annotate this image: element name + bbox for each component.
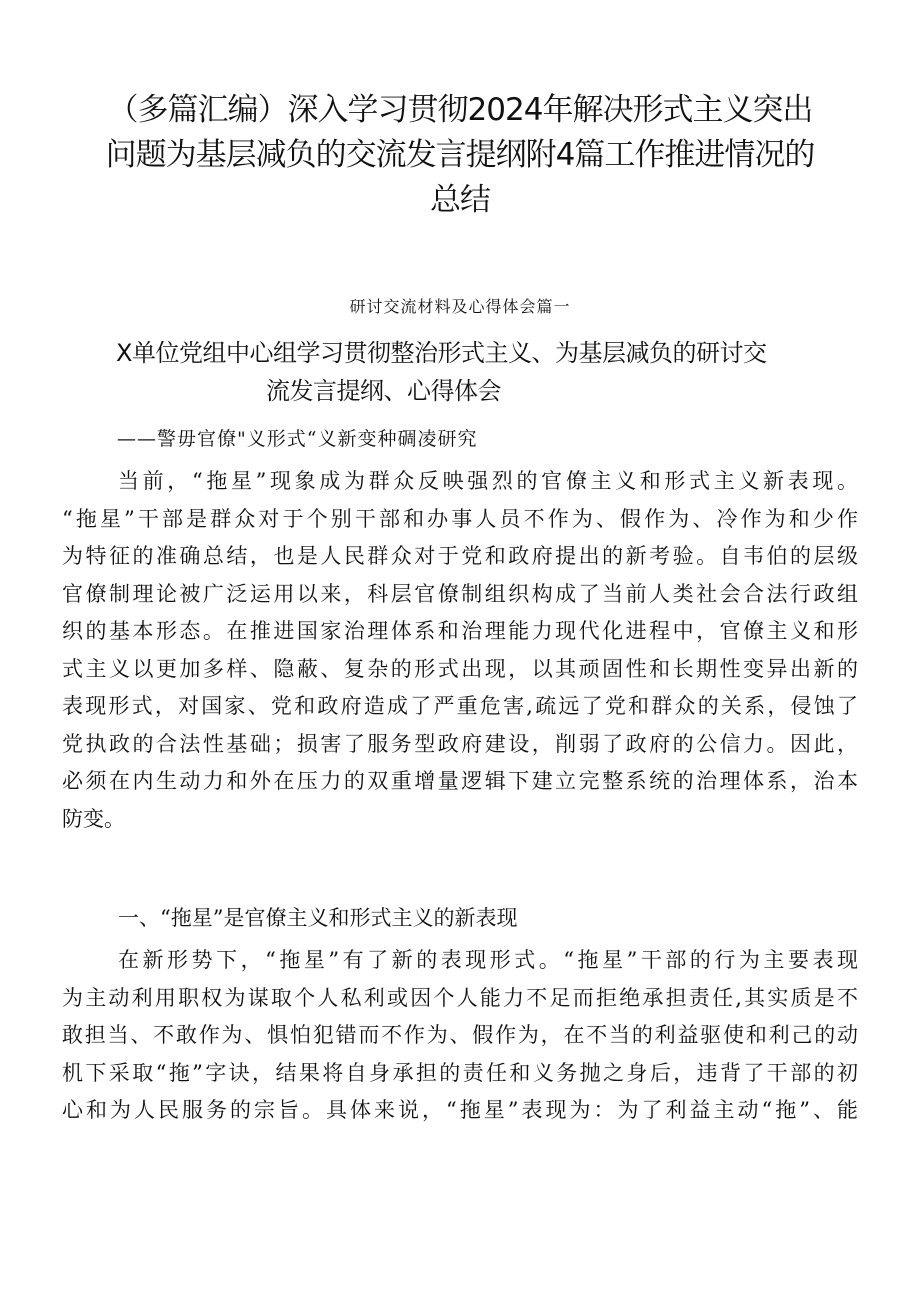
paragraph-1 — [62, 463, 858, 838]
paragraph-line: 防变。 — [62, 806, 125, 831]
title-line-1: （多篇汇编）深入学习贯彻2024年解决形式主义突出 — [107, 92, 813, 128]
paragraph-line: 当前，“拖星”现象成为群众反映强烈的官僚主义和形式主义新表现。 — [118, 469, 858, 493]
paragraph-line: 表现形式，对国家、党和政府造成了严重危害,疏远了党和群众的关系，侵蚀了 — [62, 694, 858, 718]
byline: ——警毋官僚"义形式“义新变种碉凌研究 — [117, 428, 478, 450]
paragraph-line: “拖星”干部是群众对于个别干部和办事人员不作为、假作为、冷作为和少作 — [62, 506, 858, 531]
paragraph-line: 为主动利用职权为谋取个人私利或因个人能力不足而拒绝承担责任,其实质是不 — [62, 985, 858, 1010]
section-heading-1: 一、“拖星”是官僚主义和形式主义的新表现 — [118, 906, 518, 930]
paragraph-line: 官僚制理论被广泛运用以来，科层官僚制组织构成了当前人类社会合法行政组 — [62, 581, 858, 606]
article-subtitle — [100, 334, 860, 410]
paragraph-line: 必须在内生动力和外在压力的双重增量逻辑下建立完整系统的治理体系，治本 — [62, 769, 858, 793]
subtitle-line-1: X单位党组中心组学习贯彻整治形式主义、为基层减负的研讨交 — [116, 339, 767, 367]
paragraph-line: 机下采取“拖”字诀，结果将自身承担的责任和义务抛之身后，违背了干部的初 — [62, 1060, 858, 1085]
paragraph-line: 党执政的合法性基础；损害了服务型政府建设，削弱了政府的公信力。因此， — [62, 731, 858, 756]
title-line-3: 总结 — [430, 182, 490, 218]
paragraph-line: 为特征的准确总结，也是人民群众对于党和政府提出的新考验。自韦伯的层级 — [62, 544, 858, 568]
paragraph-line: 敢担当、不敢作为、惧怕犯错而不作为、假作为，在不当的利益驱使和利己的动 — [62, 1023, 858, 1047]
paragraph-line: 在新形势下，“拖星”有了新的表现形式。“拖星”干部的行为主要表现 — [118, 948, 858, 972]
paragraph-line: 心和为人民服务的宗旨。具体来说，“拖星”表现为：为了利益主动“拖”、能 — [62, 1098, 858, 1122]
section-label: 研讨交流材料及心得体会篇一 — [349, 297, 571, 316]
subtitle-line-2: 流发言提纲、心得体会 — [266, 377, 501, 405]
paragraph-line: 织的基本形态。在推进国家治理体系和治理能力现代化进程中，官僚主义和形 — [62, 619, 858, 643]
document-title — [80, 88, 840, 223]
paragraph-2 — [62, 942, 858, 1130]
title-line-2: 问题为基层减负的交流发言提纲附4篇工作推进情况的 — [105, 137, 815, 173]
paragraph-line: 式主义以更加多样、隐蔽、复杂的形式出现，以其顽固性和长期性变异出新的 — [62, 656, 858, 681]
